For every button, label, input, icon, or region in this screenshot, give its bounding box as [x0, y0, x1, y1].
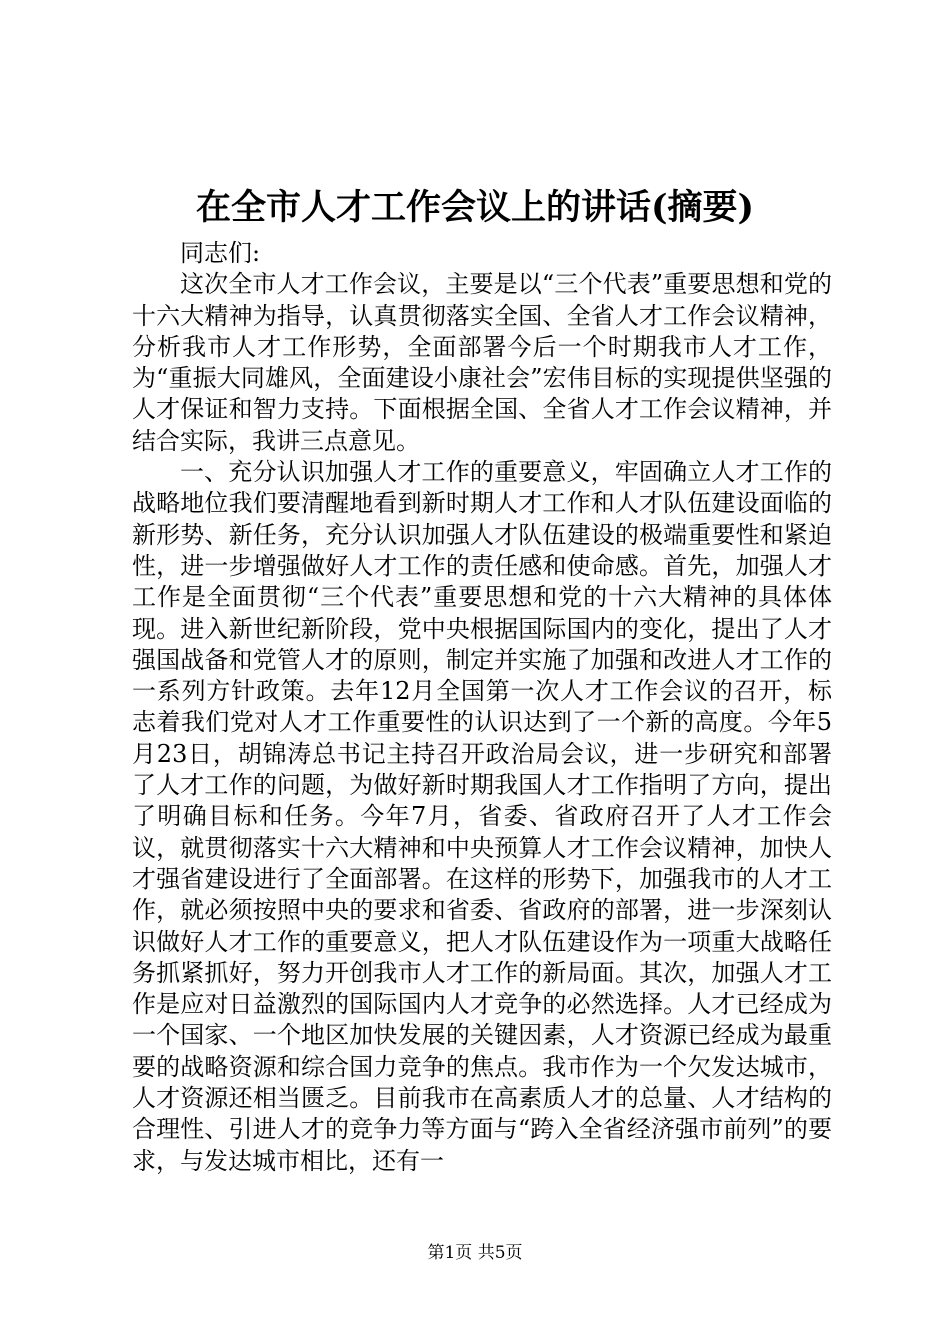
paragraph-section-one: 一、充分认识加强人才工作的重要意义，牢固确立人才工作的战略地位我们要清醒地看到新时期人才工作和人才队伍建设面临的新形势、新任务，充分认识加强人才队伍建设的极端重要性和紧迫性，进一步增强做好人才工作的责任感和使命感。首先，加强人才工作是全面贯彻“三个代表”重要思想和党的十六大精神的具体体现。进入新世纪新阶段，党中央根据国际国内的变化，提出了人才强国战备和党管人才的原则，制定并实施了加强和改进人才工作的一系列方针政策。去年12月全国第一次人才工作会议的召开，标志着我们党对人才工作重要性的认识达到了一个新的高度。今年5月23日，胡锦涛总书记主持召开政治局会议，进一步研究和部署了人才工作的问题，为做好新时期我国人才工作指明了方向，提出了明确目标和任务。今年7月，省委、省政府召开了人才工作会议，就贯彻落实十六大精神和中央预算人才工作会议精神，加快人才强省建设进行了全面部署。在这样的形势下，加强我市的人才工作，就必须按照中央的要求和省委、省政府的部署，进一步深刻认识做好人才工作的重要意义，把人才队伍建设作为一项重大战略任务抓紧抓好，努力开创我市人才工作的新局面。其次，加强人才工作是应对日益激烈的国际国内人才竞争的必然选择。人才已经成为一个国家、一个地区加快发展的关键因素，人才资源已经成为最重要的战略资源和综合国力竞争的焦点。我市作为一个欠发达城市，人才资源还相当匮乏。目前我市在高素质人才的总量、人才结构的合理性、引进人才的竞争力等方面与“跨入全省经济强市前列”的要求，与发达城市相比，还有一 — [132, 458, 832, 1175]
salutation: 同志们: — [180, 239, 261, 267]
document-title: 在全市人才工作会议上的讲话(摘要) — [195, 187, 755, 228]
paragraph-intro: 这次全市人才工作会议，主要是以“三个代表”重要思想和党的十六大精神为指导，认真贯彻落实全国、全省人才工作会议精神，分析我市人才工作形势，全面部署今后一个时期我市人才工作，为“重振大同雄风，全面建设小康社会”宏伟目标的实现提供坚强的人才保证和智力支持。下面根据全国、全省人才工作会议精神，并结合实际，我讲三点意见。 — [132, 270, 832, 455]
page-footer: 第1页 共5页 — [427, 1243, 523, 1263]
document-body — [132, 238, 832, 1177]
